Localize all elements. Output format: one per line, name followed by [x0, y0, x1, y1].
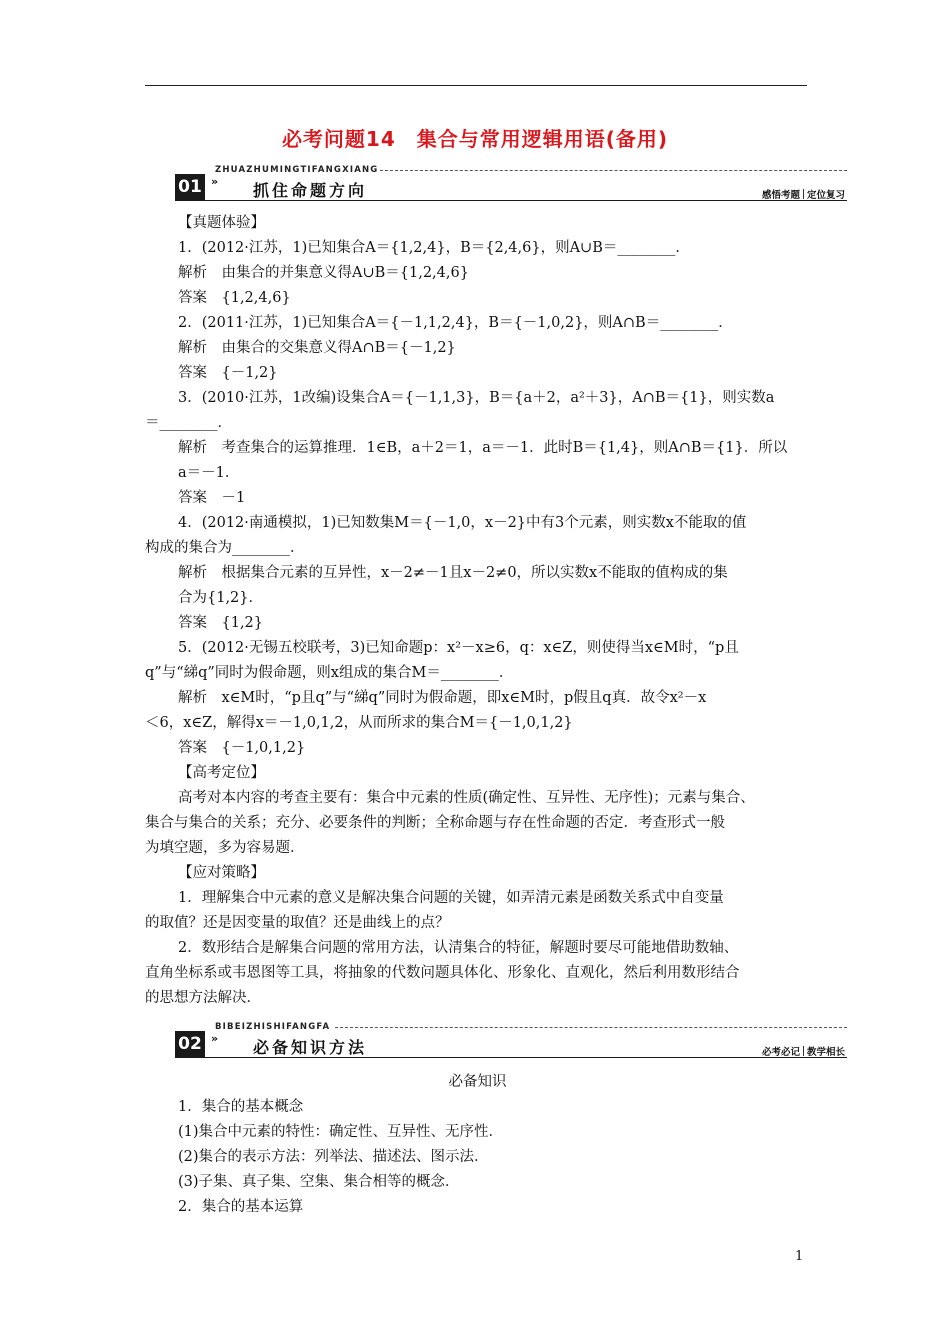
- text-line: 答案 －1: [178, 490, 246, 506]
- section-pinyin: ZHUAZHUMINGTIFANGXIANG: [215, 165, 379, 175]
- text-line: 构成的集合为________．: [145, 540, 305, 556]
- double-chevron-icon: »: [211, 1032, 219, 1045]
- text-line: 集合与集合的关系；充分、必要条件的判断；全称命题与存在性命题的否定．考查形式一般: [145, 815, 725, 831]
- text-line: 答案 {1,2,4,6}: [178, 290, 291, 306]
- tag-right: 教学相长: [806, 1047, 845, 1058]
- section-title: 抓住命题方向: [253, 181, 368, 200]
- text-line: 答案 {1,2}: [178, 615, 264, 631]
- subheading: 【真题体验】: [178, 215, 265, 231]
- page-number: 1: [795, 1249, 804, 1264]
- double-chevron-icon: »: [211, 175, 219, 188]
- text-line: (2)集合的表示方法：列举法、描述法、图示法．: [178, 1149, 489, 1165]
- text-line: 答案 {－1,0,1,2}: [178, 740, 306, 756]
- text-line: ＜6，x∈Z，解得x＝－1,0,1,2，从而所求的集合M＝{－1,0,1,2}: [145, 715, 573, 731]
- text-line: 解析 由集合的并集意义得A∪B＝{1,2,4,6}: [178, 265, 469, 281]
- text-line: 2．数形结合是解集合问题的常用方法，认清集合的特征，解题时要尽可能地借助数轴、: [178, 940, 739, 956]
- tag-left: 必考必记: [761, 1047, 800, 1058]
- subheading: 【应对策略】: [178, 865, 265, 881]
- subheading: 【高考定位】: [178, 765, 265, 781]
- text-line: 1．理解集合中元素的意义是解决集合问题的关键，如弄清元素是函数关系式中自变量: [178, 890, 724, 906]
- section-body-1: [145, 211, 810, 1011]
- text-line: (3)子集、真子集、空集、集合相等的概念．: [178, 1174, 460, 1190]
- header-rule: [145, 85, 807, 86]
- text-line: 2．(2011·江苏，1)已知集合A＝{－1,1,2,4}，B＝{－1,0,2}，则A∩B＝________．: [178, 315, 733, 331]
- text-line: 高考对本内容的考查主要有：集合中元素的性质(确定性、互异性、无序性)；元素与集合、: [178, 790, 755, 806]
- section-body-2: [145, 1070, 810, 1220]
- text-line: a＝－1．: [178, 465, 240, 481]
- section-pinyin: BIBEIZHISHIFANGFA: [215, 1022, 331, 1032]
- text-line: 5．(2012·无锡五校联考，3)已知命题p：x²－x≥6，q：x∈Z，则使得当x∈M时，“p且: [178, 640, 739, 656]
- text-line: 4．(2012·南通模拟，1)已知数集M＝{－1,0，x－2}中有3个元素，则实数x不能取的值: [178, 515, 747, 531]
- subheading: 必备知识: [448, 1074, 507, 1090]
- section-number: 02: [175, 1031, 205, 1058]
- text-line: 1．集合的基本概念: [178, 1099, 304, 1115]
- text-line: 的取值？还是因变量的取值？还是曲线上的点？: [145, 915, 450, 931]
- text-line: 合为{1,2}．: [178, 590, 264, 606]
- text-line: 3．(2010·江苏，1改编)设集合A＝{－1,1,3}，B＝{a＋2，a²＋3}，A∩B＝{1}，则实数a: [178, 390, 775, 406]
- section-header-1: [175, 165, 847, 205]
- tag-left: 感悟考题: [761, 190, 800, 201]
- text-line: 解析 根据集合元素的互异性，x－2≠－1且x－2≠0，所以实数x不能取的值构成的集: [178, 565, 728, 581]
- section-rule: [205, 200, 847, 201]
- text-line: 解析 由集合的交集意义得A∩B＝{－1,2}: [178, 340, 456, 356]
- section-number: 01: [175, 174, 205, 201]
- text-line: 答案 {－1,2}: [178, 365, 278, 381]
- dashed-rule: [380, 170, 847, 171]
- page-title: 必考问题14 集合与常用逻辑用语(备用): [281, 127, 669, 151]
- section-tag: [762, 1044, 845, 1058]
- text-line: 解析 考查集合的运算推理．1∈B，a＋2＝1，a＝－1．此时B＝{1,4}，则A∩B＝{1}．所以: [178, 440, 788, 456]
- section-title: 必备知识方法: [253, 1038, 368, 1057]
- text-line: q”与“綈q”同时为假命题，则x组成的集合M＝________．: [145, 665, 514, 681]
- tag-right: 定位复习: [806, 190, 845, 201]
- text-line: ＝________．: [145, 415, 232, 431]
- text-line: 直角坐标系或韦恩图等工具，将抽象的代数问题具体化、形象化、直观化，然后利用数形结合: [145, 965, 740, 981]
- text-line: 解析 x∈M时，“p且q”与“綈q”同时为假命题，即x∈M时，p假且q真．故令x²－x: [178, 690, 707, 706]
- section-tag: [762, 187, 845, 201]
- text-line: 1．(2012·江苏，1)已知集合A＝{1,2,4}，B＝{2,4,6}，则A∪B＝________．: [178, 240, 690, 256]
- dashed-rule: [335, 1027, 847, 1028]
- text-line: 2．集合的基本运算: [178, 1199, 304, 1215]
- text-line: (1)集合中元素的特性：确定性、互异性、无序性．: [178, 1124, 504, 1140]
- section-rule: [205, 1057, 847, 1058]
- text-line: 的思想方法解决．: [145, 990, 261, 1006]
- section-header-2: [175, 1022, 847, 1062]
- text-line: 为填空题，多为容易题．: [145, 840, 305, 856]
